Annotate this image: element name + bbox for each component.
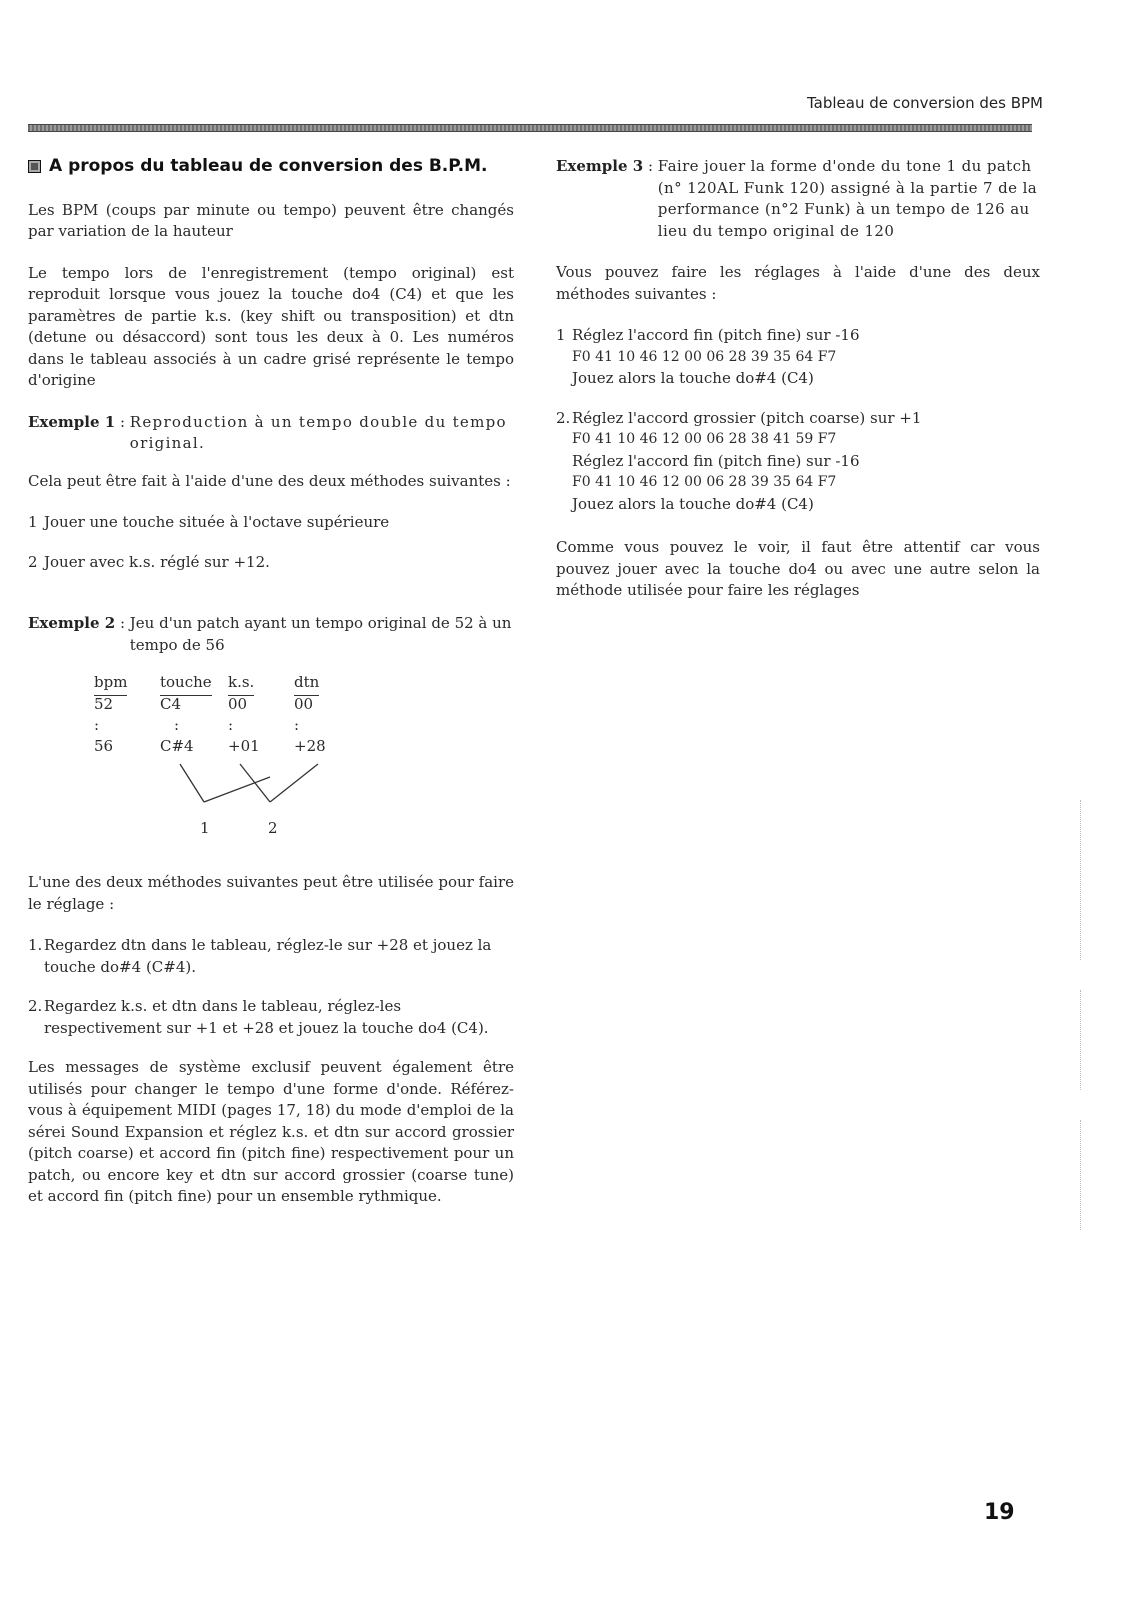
paragraph-conclusion: Comme vous pouvez le voir, il faut être attentif car vous pouvez jouer avec la touche do4 ou avec une autre selon la méthode utilisée pour faire les réglages <box>556 538 1040 599</box>
method-2 <box>28 552 514 574</box>
scan-margin-mark <box>1080 990 1081 1090</box>
table-header-ks: k.s. <box>228 672 254 696</box>
bpm-table <box>94 672 334 842</box>
table-header-touche: touche <box>160 672 212 696</box>
paragraph-sysex: Les messages de système exclusif peuvent également être utilisés pour changer le tempo d'une forme d'onde. Référez-vous à équipement MIDI (pages 17, 18) du mode d'emploi de la sérei Sound Expansion et réglez k.s. et dtn sur accord grossier (pitch coarse) et accord fin (pitch fine) respectivement pour un patch, ou encore key et dtn sur accord grossier (coarse tune) et accord fin (pitch fine) pour un ensemble rythmique. <box>28 1058 514 1205</box>
example-1-label: Exemple 1 <box>28 412 116 431</box>
callout-1: 1 <box>200 819 210 837</box>
step-2-line-1: Réglez l'accord grossier (pitch coarse) sur +1 <box>572 408 922 427</box>
table-cell-ks-plus01: +01 <box>228 737 260 755</box>
example-2: Exemple 2 : Jeu d'un patch ayant un tempo original de 52 à un tempo de 56 <box>28 613 514 656</box>
paragraph-either-method: L'une des deux méthodes suivantes peut être utilisée pour faire le réglage : <box>28 873 514 913</box>
section-title-text: A propos du tableau de conversion des B.P.M. <box>49 156 488 176</box>
setting-method-1 <box>28 935 514 978</box>
callout-2: 2 <box>268 819 278 837</box>
method-2-text: Jouer avec k.s. réglé sur +12. <box>44 552 270 571</box>
table-cell-ks-00: 00 <box>228 695 248 713</box>
right-column <box>556 156 1040 622</box>
step-1-line-3: Jouez alors la touche do#4 (C4) <box>572 369 814 387</box>
step-2-number: 2. <box>556 408 571 427</box>
example-3: Exemple 3 : Faire jouer la forme d'onde du tone 1 du patch (n° 120AL Funk 120) assigné à la partie 7 de la performance (n°2 Funk) à un tempo de 126 au lieu du tempo original de 120 <box>556 156 1040 242</box>
table-cell-ellipsis: : <box>174 716 180 734</box>
example-3-label: Exemple 3 <box>556 157 644 175</box>
table-cell-touche-c4: C4 <box>160 695 182 713</box>
step-1 <box>556 325 1040 390</box>
table-cell-ellipsis: : <box>94 716 100 734</box>
setting-method-1-number: 1. <box>28 936 43 954</box>
page-number: 19 <box>984 1500 1015 1525</box>
example-1-text: Reproduction à un tempo double du tempo original. <box>129 412 507 452</box>
table-cell-touche-csharp4: C#4 <box>160 737 194 755</box>
example-3-text: Faire jouer la forme d'onde du tone 1 du patch (n° 120AL Funk 120) assigné à la partie 7 de la performance (n°2 Funk) à un tempo de 126 au lieu du tempo original de 120 <box>657 157 1038 240</box>
step-1-line-1: Réglez l'accord fin (pitch fine) sur -16 <box>572 326 860 344</box>
setting-method-2-number: 2. <box>28 997 43 1015</box>
square-bullet-icon <box>28 160 41 173</box>
setting-method-1-text: Regardez dtn dans le tableau, réglez-le sur +28 et jouez la touche do#4 (C#4). <box>44 936 492 976</box>
running-head: Tableau de conversion des BPM <box>806 94 1043 112</box>
table-cell-bpm-56: 56 <box>94 737 114 755</box>
paragraph-bpm-intro: Les BPM (coups par minute ou tempo) peuvent être changés par variation de la hauteur <box>28 200 514 240</box>
method-1 <box>28 512 514 534</box>
step-2-sysex-1: F0 41 10 46 12 00 06 28 38 41 59 F7 <box>572 431 837 447</box>
header-rule <box>28 124 1032 132</box>
step-2-line-3: Réglez l'accord fin (pitch fine) sur -16 <box>572 451 860 470</box>
step-1-number: 1 <box>556 326 566 344</box>
paragraph-original-tempo: Le tempo lors de l'enregistrement (tempo original) est reproduit lorsque vous jouez la touche do4 (C4) et que les paramètres de partie k.s. (key shift ou transposition) et dtn (detune ou désaccord) sont tous les deux à 0. Les numéros dans le tableau associés à un cadre grisé représente le tempo d'origine <box>28 263 514 389</box>
example-2-text: Jeu d'un patch ayant un tempo original de 52 à un tempo de 56 <box>129 614 512 654</box>
setting-method-2 <box>28 996 514 1039</box>
paragraph-two-methods: Cela peut être fait à l'aide d'une des deux méthodes suivantes : <box>28 471 511 490</box>
method-connector-lines <box>94 672 334 842</box>
step-1-sysex: F0 41 10 46 12 00 06 28 39 35 64 F7 <box>572 348 837 365</box>
table-header-dtn: dtn <box>294 672 319 696</box>
setting-method-2-text: Regardez k.s. et dtn dans le tableau, réglez-les respectivement sur +1 et +28 et jouez la touche do4 (C4). <box>44 997 489 1037</box>
method-1-number: 1 <box>28 513 38 531</box>
example-2-label: Exemple 2 <box>28 614 116 632</box>
paragraph-two-methods-right: Vous pouvez faire les réglages à l'aide d'une des deux méthodes suivantes : <box>556 263 1040 303</box>
section-title <box>28 156 514 178</box>
example-1: Exemple 1 : Reproduction à un tempo double du tempo original. <box>28 412 514 455</box>
scan-margin-mark <box>1080 800 1081 960</box>
table-cell-bpm-52: 52 <box>94 695 114 713</box>
left-column <box>28 156 514 1228</box>
step-2-line-5: Jouez alors la touche do#4 (C4) <box>572 494 814 513</box>
table-cell-dtn-plus28: +28 <box>294 737 326 755</box>
scan-margin-mark <box>1080 1120 1081 1230</box>
table-cell-ellipsis: : <box>228 716 234 734</box>
table-cell-ellipsis: : <box>294 716 300 734</box>
method-1-text: Jouer une touche située à l'octave supérieure <box>44 513 390 531</box>
method-2-number: 2 <box>28 552 38 571</box>
table-header-bpm: bpm <box>94 672 127 696</box>
step-2-sysex-2: F0 41 10 46 12 00 06 28 39 35 64 F7 <box>572 474 837 490</box>
step-2 <box>556 408 1040 516</box>
table-cell-dtn-00: 00 <box>294 695 314 713</box>
